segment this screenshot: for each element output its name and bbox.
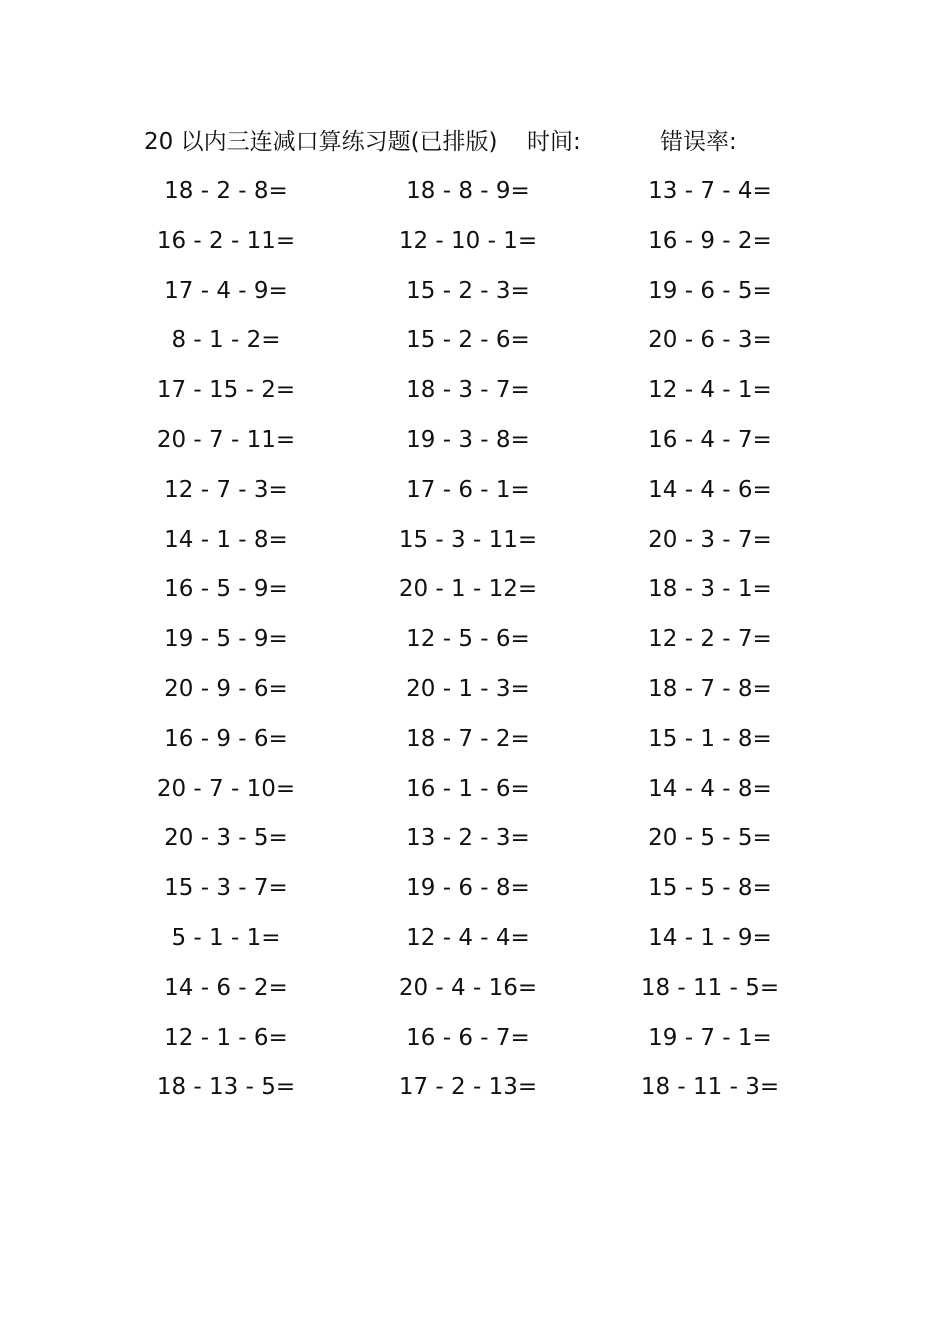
- page-title: 20 以内三连减口算练习题(已排版): [144, 129, 498, 155]
- problem-item: 12 - 1 - 6=: [164, 1024, 288, 1051]
- problem-item: 15 - 2 - 6=: [406, 327, 530, 354]
- problem-item: 20 - 1 - 3=: [406, 675, 530, 702]
- problem-item: 18 - 3 - 7=: [406, 377, 530, 404]
- problem-item: 14 - 4 - 8=: [648, 775, 772, 802]
- problem-item: 16 - 6 - 7=: [406, 1024, 530, 1051]
- problem-item: 15 - 1 - 8=: [648, 725, 772, 752]
- problem-item: 16 - 4 - 7=: [648, 426, 772, 453]
- problem-item: 20 - 9 - 6=: [164, 675, 288, 702]
- problem-item: 20 - 7 - 10=: [156, 775, 296, 802]
- problem-item: 14 - 1 - 9=: [648, 924, 772, 951]
- problem-item: 14 - 6 - 2=: [164, 974, 288, 1001]
- problem-item: 18 - 3 - 1=: [648, 576, 772, 603]
- problem-item: 16 - 2 - 11=: [156, 227, 296, 254]
- problem-item: 16 - 9 - 2=: [648, 227, 772, 254]
- problem-item: 18 - 7 - 8=: [648, 675, 772, 702]
- problem-item: 15 - 3 - 7=: [164, 875, 288, 902]
- problem-item: 18 - 7 - 2=: [406, 725, 530, 752]
- problem-item: 18 - 2 - 8=: [164, 178, 288, 204]
- problem-item: 19 - 3 - 8=: [406, 426, 530, 453]
- problem-item: 18 - 11 - 5=: [640, 974, 780, 1001]
- problem-item: 12 - 4 - 1=: [648, 377, 772, 404]
- problem-item: 17 - 2 - 13=: [398, 1074, 538, 1101]
- problem-item: 19 - 7 - 1=: [648, 1024, 772, 1051]
- problem-item: 15 - 3 - 11=: [398, 526, 538, 553]
- problem-item: 12 - 7 - 3=: [164, 476, 288, 503]
- problem-item: 13 - 2 - 3=: [406, 825, 530, 852]
- problem-item: 16 - 5 - 9=: [164, 576, 288, 603]
- problem-item: 18 - 8 - 9=: [406, 178, 530, 204]
- problem-item: 18 - 13 - 5=: [156, 1074, 296, 1101]
- problem-grid: [100, 172, 860, 1118]
- problem-item: 19 - 6 - 5=: [648, 277, 772, 304]
- problem-item: 20 - 5 - 5=: [648, 825, 772, 852]
- problem-item: 16 - 9 - 6=: [164, 725, 288, 752]
- problem-item: 15 - 5 - 8=: [648, 875, 772, 902]
- problem-item: 20 - 4 - 16=: [398, 974, 538, 1001]
- problem-item: 15 - 2 - 3=: [406, 277, 530, 304]
- problem-item: 12 - 4 - 4=: [406, 924, 530, 951]
- problem-item: 17 - 4 - 9=: [164, 277, 288, 304]
- problem-item: 8 - 1 - 2=: [171, 327, 281, 354]
- problem-item: 20 - 6 - 3=: [648, 327, 772, 354]
- problem-item: 5 - 1 - 1=: [171, 924, 281, 951]
- problem-item: 20 - 3 - 5=: [164, 825, 288, 852]
- problem-item: 19 - 6 - 8=: [406, 875, 530, 902]
- error-rate-label: 错误率:: [660, 129, 737, 155]
- problem-item: 20 - 1 - 12=: [398, 576, 538, 603]
- problem-item: 13 - 7 - 4=: [648, 178, 772, 204]
- problem-item: 12 - 2 - 7=: [648, 626, 772, 653]
- problem-item: 20 - 3 - 7=: [648, 526, 772, 553]
- time-label: 时间:: [527, 129, 581, 155]
- worksheet-header: [144, 124, 784, 160]
- problem-item: 19 - 5 - 9=: [164, 626, 288, 653]
- problem-item: 16 - 1 - 6=: [406, 775, 530, 802]
- problem-item: 18 - 11 - 3=: [640, 1074, 780, 1101]
- problem-item: 20 - 7 - 11=: [156, 426, 296, 453]
- problem-item: 17 - 6 - 1=: [406, 476, 530, 503]
- problem-item: 12 - 5 - 6=: [406, 626, 530, 653]
- problem-item: 17 - 15 - 2=: [156, 377, 296, 404]
- problem-item: 14 - 1 - 8=: [164, 526, 288, 553]
- problem-item: 12 - 10 - 1=: [398, 227, 538, 254]
- problem-item: 14 - 4 - 6=: [648, 476, 772, 503]
